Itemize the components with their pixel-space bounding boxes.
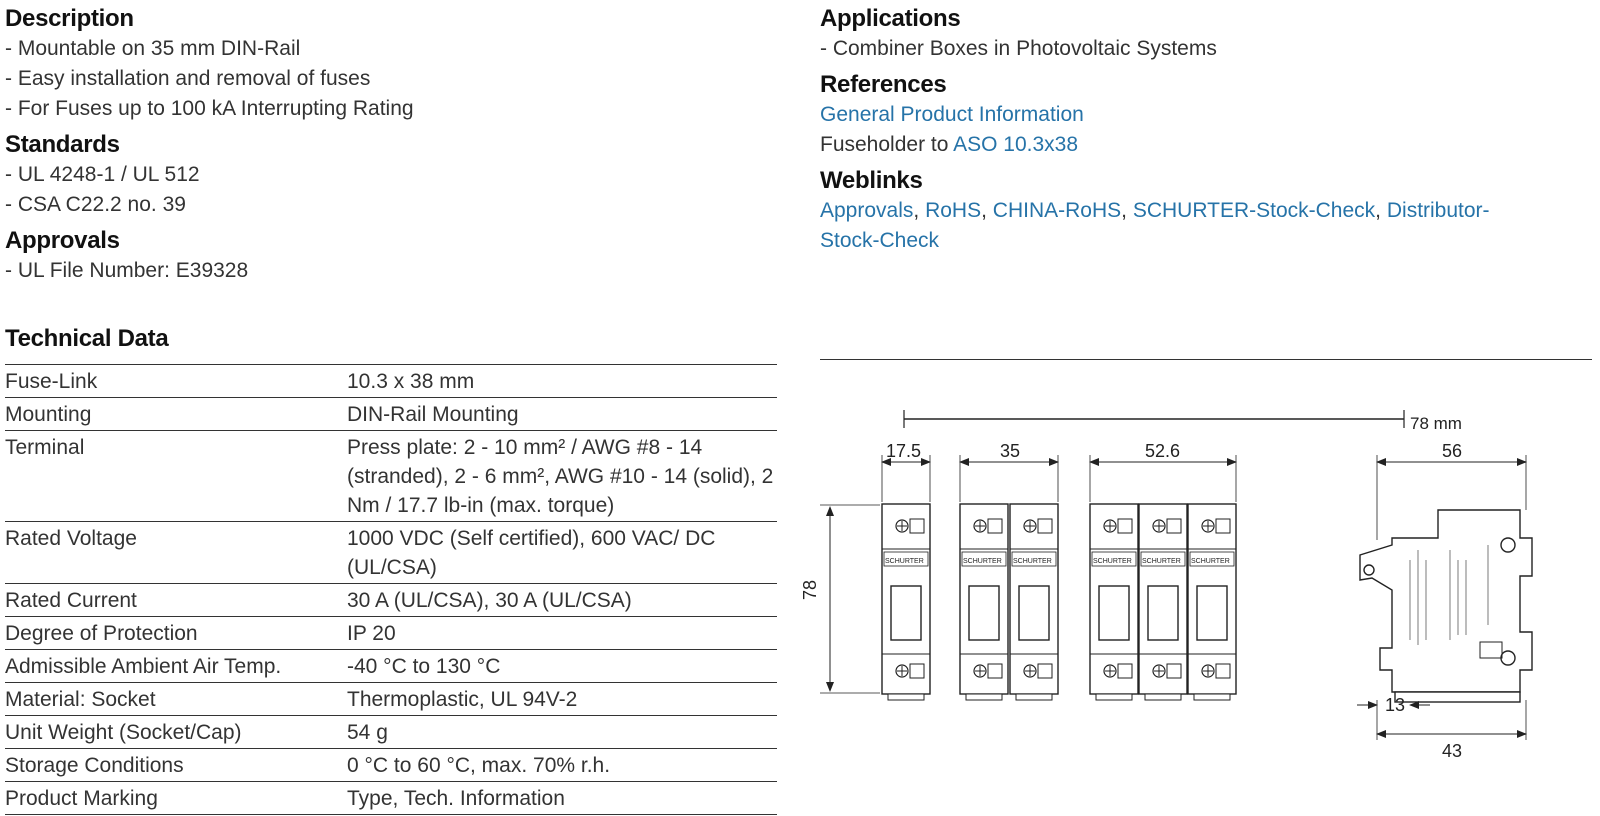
- fuseholder-3pole: [1090, 504, 1236, 700]
- separator: ,: [1375, 199, 1382, 222]
- brand-label: SCHURTER: [963, 558, 1002, 565]
- row-value: -40 °C to 130 °C: [347, 650, 777, 683]
- aso-link[interactable]: ASO 10.3x38: [953, 133, 1079, 156]
- applications-heading: Applications: [820, 5, 961, 32]
- general-product-info-link[interactable]: General Product Information: [820, 103, 1084, 126]
- standards-section: [5, 130, 785, 220]
- side-bottom-label: 43: [1442, 741, 1463, 761]
- row-key: Fuse-Link: [5, 365, 347, 398]
- left-column: [5, 4, 785, 292]
- fuseholder-1pole: [882, 504, 930, 700]
- brand-label: SCHURTER: [1093, 558, 1132, 565]
- applications-section: [820, 4, 1600, 64]
- table-row: [5, 584, 777, 617]
- row-key: Terminal: [5, 431, 347, 522]
- row-key: Rated Current: [5, 584, 347, 617]
- separator: ,: [1121, 199, 1127, 222]
- dimension-drawing: [800, 400, 1600, 800]
- rohs-link[interactable]: RoHS: [925, 199, 982, 222]
- approvals-item: - UL File Number: E39328: [5, 259, 249, 282]
- standards-item: - UL 4248-1 / UL 512: [5, 163, 200, 186]
- applications-item: - Combiner Boxes in Photovoltaic Systems: [820, 37, 1217, 60]
- weblinks-heading: Weblinks: [820, 167, 923, 194]
- table-row: [5, 782, 777, 815]
- standards-heading: Standards: [5, 131, 120, 158]
- side-view: [1360, 510, 1532, 702]
- brand-label: SCHURTER: [1013, 558, 1052, 565]
- distributor-link-cont[interactable]: Stock-Check: [820, 229, 940, 252]
- row-value: Press plate: 2 - 10 mm² / AWG #8 - 14 (stranded), 2 - 6 mm², AWG #10 - 14 (solid), 2 Nm / 17.7 lb-in (max. torque): [347, 431, 777, 522]
- references-section: [820, 70, 1600, 160]
- table-row: [5, 365, 777, 398]
- width-label-2pole: 35: [1000, 441, 1021, 461]
- row-key: Product Marking: [5, 782, 347, 815]
- table-row: [5, 650, 777, 683]
- table-row: [5, 398, 777, 431]
- brand-label: SCHURTER: [885, 558, 924, 565]
- approvals-heading: Approvals: [5, 227, 120, 254]
- table-row: [5, 716, 777, 749]
- table-row: [5, 522, 777, 584]
- side-small-label: 13: [1385, 695, 1406, 715]
- row-key: Mounting: [5, 398, 347, 431]
- row-key: Material: Socket: [5, 683, 347, 716]
- table-row: [5, 617, 777, 650]
- distributor-link[interactable]: Distributor-: [1386, 199, 1490, 222]
- total-dimension-label: 78 mm: [1410, 414, 1462, 433]
- row-value: Thermoplastic, UL 94V-2: [347, 683, 777, 716]
- row-key: Unit Weight (Socket/Cap): [5, 716, 347, 749]
- row-value: 30 A (UL/CSA), 30 A (UL/CSA): [347, 584, 777, 617]
- row-key: Rated Voltage: [5, 522, 347, 584]
- china-rohs-link[interactable]: CHINA-RoHS: [992, 199, 1122, 222]
- separator: ,: [913, 199, 920, 222]
- fuseholder-label: Fuseholder to: [820, 133, 949, 156]
- row-value: 10.3 x 38 mm: [347, 365, 777, 398]
- row-value: DIN-Rail Mounting: [347, 398, 777, 431]
- stock-check-link[interactable]: SCHURTER-Stock-Check: [1132, 199, 1376, 222]
- row-key: Degree of Protection: [5, 617, 347, 650]
- row-value: 54 g: [347, 716, 777, 749]
- width-label-1pole: 17.5: [886, 441, 922, 461]
- right-column: [820, 4, 1600, 262]
- fuseholder-2pole: [960, 504, 1058, 700]
- row-value: 0 °C to 60 °C, max. 70% r.h.: [347, 749, 777, 782]
- row-value: IP 20: [347, 617, 777, 650]
- technical-data-table: [5, 364, 777, 815]
- height-label: 78: [800, 579, 820, 600]
- row-value: Type, Tech. Information: [347, 782, 777, 815]
- row-key: Admissible Ambient Air Temp.: [5, 650, 347, 683]
- standards-item: - CSA C22.2 no. 39: [5, 193, 186, 216]
- description-item: - For Fuses up to 100 kA Interrupting Rating: [5, 97, 414, 120]
- table-row: [5, 749, 777, 782]
- references-heading: References: [820, 71, 947, 98]
- table-row: [5, 683, 777, 716]
- technical-data-heading: Technical Data: [5, 325, 169, 352]
- description-section: [5, 4, 785, 124]
- drawing-divider: [820, 359, 1592, 360]
- description-heading: Description: [5, 5, 134, 32]
- weblinks-section: [820, 166, 1600, 256]
- width-label-3pole: 52.6: [1145, 441, 1181, 461]
- brand-label: SCHURTER: [1142, 558, 1181, 565]
- approvals-section: [5, 226, 785, 286]
- separator: ,: [981, 199, 987, 222]
- approvals-link[interactable]: Approvals: [820, 199, 914, 222]
- table-row: [5, 431, 777, 522]
- row-value: 1000 VDC (Self certified), 600 VAC/ DC (UL/CSA): [347, 522, 777, 584]
- width-label-side: 56: [1442, 441, 1463, 461]
- technical-data-section: [5, 324, 777, 815]
- description-item: - Easy installation and removal of fuses: [5, 67, 371, 90]
- row-key: Storage Conditions: [5, 749, 347, 782]
- brand-label: SCHURTER: [1191, 558, 1230, 565]
- description-item: - Mountable on 35 mm DIN-Rail: [5, 37, 301, 60]
